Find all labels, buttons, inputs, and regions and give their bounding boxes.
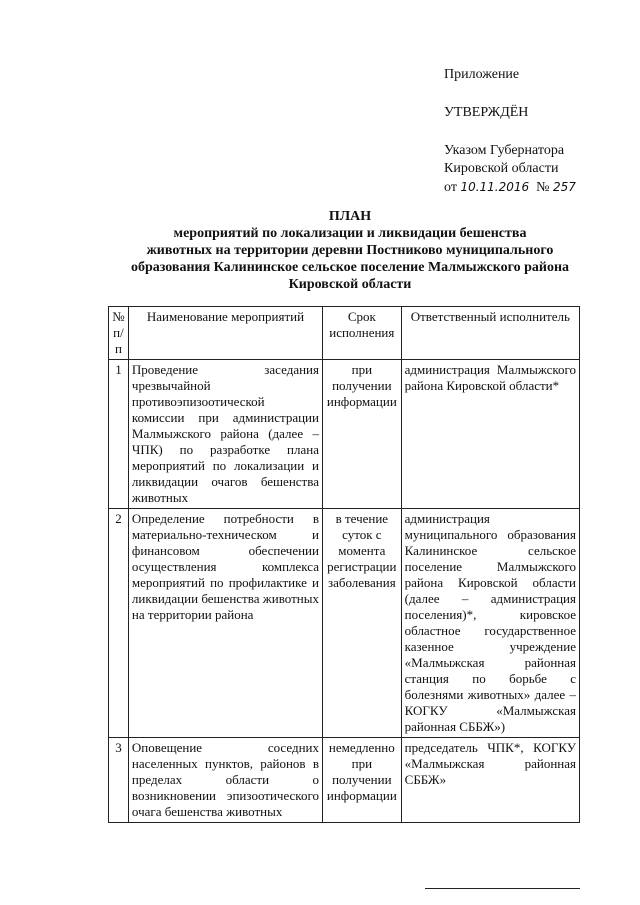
table-row — [109, 738, 580, 823]
row-resp: администрация муниципального образования Калининское сельское поселение Малмыжского района Кировской области (далее – администрация поселения)*, кировское областное государственное казенное учреждение «Малмыжская районная станция по борьбе с болезнями животных» далее – КОГКУ «Малмыжская районная СББЖ») — [401, 509, 579, 738]
row-num: 2 — [109, 509, 129, 738]
header-term: Срок исполнения — [322, 307, 401, 360]
row-resp: администрация Малмыжского района Кировской области* — [401, 360, 579, 509]
table-header-row — [109, 307, 580, 360]
plan-table — [108, 306, 580, 823]
decree-line-2: Кировской области — [444, 161, 559, 176]
plan-title: ПЛАН — [328, 209, 372, 224]
appendix-label: Приложение — [444, 67, 520, 82]
decree-date-line — [444, 178, 576, 197]
row-name: Оповещение соседних населенных пунктов, районов в пределах области о возникновении эпизоотического очага бешенства животных — [128, 738, 322, 823]
table-row — [109, 509, 580, 738]
plan-subtitle-line-1: мероприятий по локализации и ликвидации бешенства — [173, 226, 527, 241]
row-term: в течение суток с момента регистрации заболевания — [322, 509, 401, 738]
decree-line-1: Указом Губернатора — [444, 143, 565, 158]
approved-label: УТВЕРЖДЁН — [444, 105, 529, 120]
header-resp: Ответственный исполнитель — [401, 307, 579, 360]
row-name: Определение потребности в материально-техническом и финансовом обеспечении осуществления комплекса мероприятий по профилактике и ликвидации бешенства животных на территории района — [128, 509, 322, 738]
row-term: при получении информации — [322, 360, 401, 509]
number-value: 257 — [553, 180, 576, 194]
row-num: 1 — [109, 360, 129, 509]
plan-subtitle-line-2: животных на территории деревни Постниково муниципального — [146, 243, 554, 258]
footer-divider — [425, 888, 580, 889]
approval-block — [444, 66, 576, 197]
date-value: 10.11.2016 — [460, 180, 530, 194]
plan-subtitle-line-3: образования Калининское сельское поселение Малмыжского района — [130, 260, 570, 275]
table-row — [109, 360, 580, 509]
number-prefix: № — [536, 180, 550, 195]
row-name: Проведение заседания чрезвычайной противоэпизоотической комиссии при администрации Малмыжского района (далее – ЧПК) по разработке плана мероприятий по локализации и ликвидации очагов бешенства животных — [128, 360, 322, 509]
header-name: Наименование мероприятий — [128, 307, 322, 360]
plan-heading — [110, 208, 590, 293]
date-prefix: от — [444, 180, 457, 195]
row-term: немедленно при получении информации — [322, 738, 401, 823]
plan-subtitle-line-4: Кировской области — [288, 277, 412, 292]
row-num: 3 — [109, 738, 129, 823]
header-num: № п/п — [109, 307, 129, 360]
row-resp: председатель ЧПК*, КОГКУ «Малмыжская районная СББЖ» — [401, 738, 579, 823]
